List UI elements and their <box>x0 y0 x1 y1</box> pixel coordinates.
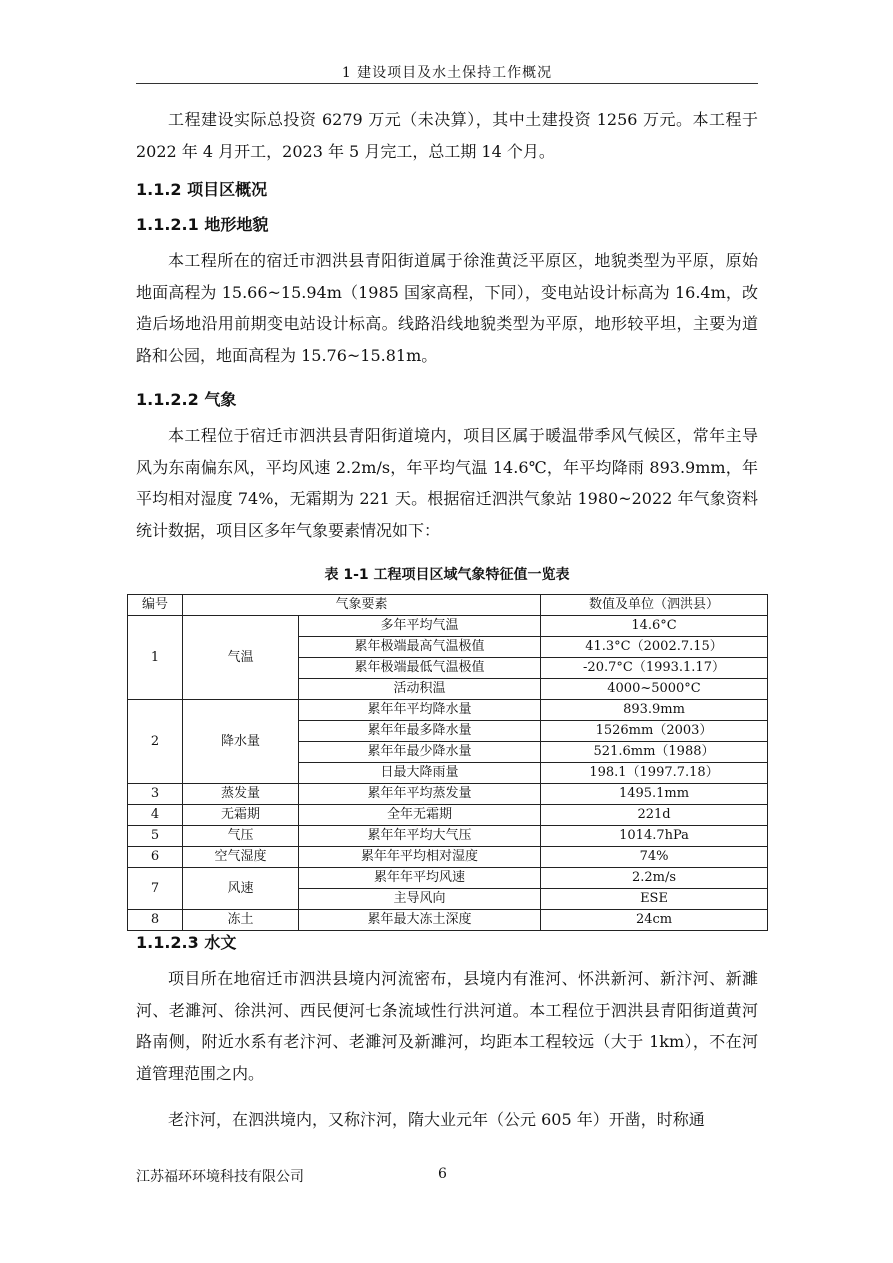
element-value: 74% <box>541 847 768 868</box>
heading-1-1-2-1: 1.1.2.1 地形地貌 <box>136 215 269 234</box>
table-row <box>128 784 768 805</box>
row-category: 风速 <box>183 868 299 910</box>
row-category: 气温 <box>183 616 299 700</box>
heading-1-1-2: 1.1.2 项目区概况 <box>136 180 268 199</box>
row-number: 6 <box>128 847 183 868</box>
element-value: 1014.7hPa <box>541 826 768 847</box>
row-number: 4 <box>128 805 183 826</box>
table-row <box>128 700 768 721</box>
row-number: 5 <box>128 826 183 847</box>
element-value: 24cm <box>541 910 768 931</box>
element-value: 221d <box>541 805 768 826</box>
element-name: 累年年平均蒸发量 <box>299 784 541 805</box>
element-name: 累年年平均降水量 <box>299 700 541 721</box>
element-value: -20.7°C（1993.1.17） <box>541 658 768 679</box>
row-category: 气压 <box>183 826 299 847</box>
paragraph-investment: 工程建设实际总投资 6279 万元（未决算），其中土建投资 1256 万元。本工程于 2022 年 4 月开工，2023 年 5 月完工，总工期 14 个月。 <box>136 110 758 161</box>
element-name: 日最大降雨量 <box>299 763 541 784</box>
row-number: 7 <box>128 868 183 910</box>
element-value: 893.9mm <box>541 700 768 721</box>
row-category: 空气湿度 <box>183 847 299 868</box>
table-header-row <box>128 595 768 616</box>
element-name: 累年年平均相对湿度 <box>299 847 541 868</box>
element-value: 2.2m/s <box>541 868 768 889</box>
element-value: 1495.1mm <box>541 784 768 805</box>
page-header: 1 建设项目及水土保持工作概况 <box>341 65 553 81</box>
climate-table <box>127 594 768 931</box>
element-value: 1526mm（2003） <box>541 721 768 742</box>
page-number: 6 <box>438 1166 447 1182</box>
header-value: 数值及单位（泗洪县） <box>541 595 768 616</box>
element-value: 41.3°C（2002.7.15） <box>541 637 768 658</box>
table-row <box>128 868 768 889</box>
paragraph-hydrology: 项目所在地宿迁市泗洪县境内河流密布，县境内有淮河、怀洪新河、新汴河、新濉河、老濉河、徐洪河、西民便河七条流域性行洪河道。本工程位于泗洪县青阳街道黄河路南侧，附近水系有老汴河、老濉河及新濉河，均距本工程较远（大于 1km），不在河道管理范围之内。 <box>136 969 758 1083</box>
table-row <box>128 826 768 847</box>
element-name: 活动积温 <box>299 679 541 700</box>
header-no: 编号 <box>128 595 183 616</box>
element-value: 198.1（1997.7.18） <box>541 763 768 784</box>
row-number: 1 <box>128 616 183 700</box>
element-name: 累年年最少降水量 <box>299 742 541 763</box>
element-name: 累年年平均大气压 <box>299 826 541 847</box>
header-element: 气象要素 <box>183 595 541 616</box>
element-name: 多年平均气温 <box>299 616 541 637</box>
footer-company: 江苏福环环境科技有限公司 <box>136 1169 304 1185</box>
paragraph-old-bian-river: 老汴河，在泗洪境内，又称汴河，隋大业元年（公元 605 年）开凿，时称通 <box>168 1110 705 1129</box>
header-rule <box>136 83 758 84</box>
table-body <box>128 616 768 931</box>
element-name: 主导风向 <box>299 889 541 910</box>
table-row <box>128 616 768 637</box>
heading-1-1-2-2: 1.1.2.2 气象 <box>136 390 237 409</box>
row-number: 3 <box>128 784 183 805</box>
row-category: 无霜期 <box>183 805 299 826</box>
table-row <box>128 805 768 826</box>
table-row <box>128 910 768 931</box>
paragraph-climate: 本工程位于宿迁市泗洪县青阳街道境内，项目区属于暖温带季风气候区，常年主导风为东南偏东风，平均风速 2.2m/s，年平均气温 14.6℃，年平均降雨 893.9mm，年平均相对湿度 74%，无霜期为 221 天。根据宿迁泗洪气象站 1980~2022 年气象资料统计数据，项目区多年气象要素情况如下： <box>136 426 758 540</box>
table-caption: 表 1-1 工程项目区域气象特征值一览表 <box>324 567 570 583</box>
row-number: 2 <box>128 700 183 784</box>
element-name: 累年极端最低气温极值 <box>299 658 541 679</box>
element-name: 累年最大冻土深度 <box>299 910 541 931</box>
element-value: 4000~5000°C <box>541 679 768 700</box>
element-value: ESE <box>541 889 768 910</box>
element-value: 14.6°C <box>541 616 768 637</box>
table-row <box>128 847 768 868</box>
row-category: 冻土 <box>183 910 299 931</box>
element-name: 全年无霜期 <box>299 805 541 826</box>
row-number: 8 <box>128 910 183 931</box>
heading-1-1-2-3: 1.1.2.3 水文 <box>136 933 237 952</box>
paragraph-terrain: 本工程所在的宿迁市泗洪县青阳街道属于徐淮黄泛平原区，地貌类型为平原，原始地面高程为 15.66~15.94m（1985 国家高程，下同），变电站设计标高为 16.4m，改造后场地沿用前期变电站设计标高。线路沿线地貌类型为平原，地形较平坦，主要为道路和公园，地面高程为 15.76~15.81m。 <box>136 251 758 365</box>
element-value: 521.6mm（1988） <box>541 742 768 763</box>
element-name: 累年年最多降水量 <box>299 721 541 742</box>
row-category: 蒸发量 <box>183 784 299 805</box>
element-name: 累年年平均风速 <box>299 868 541 889</box>
row-category: 降水量 <box>183 700 299 784</box>
element-name: 累年极端最高气温极值 <box>299 637 541 658</box>
